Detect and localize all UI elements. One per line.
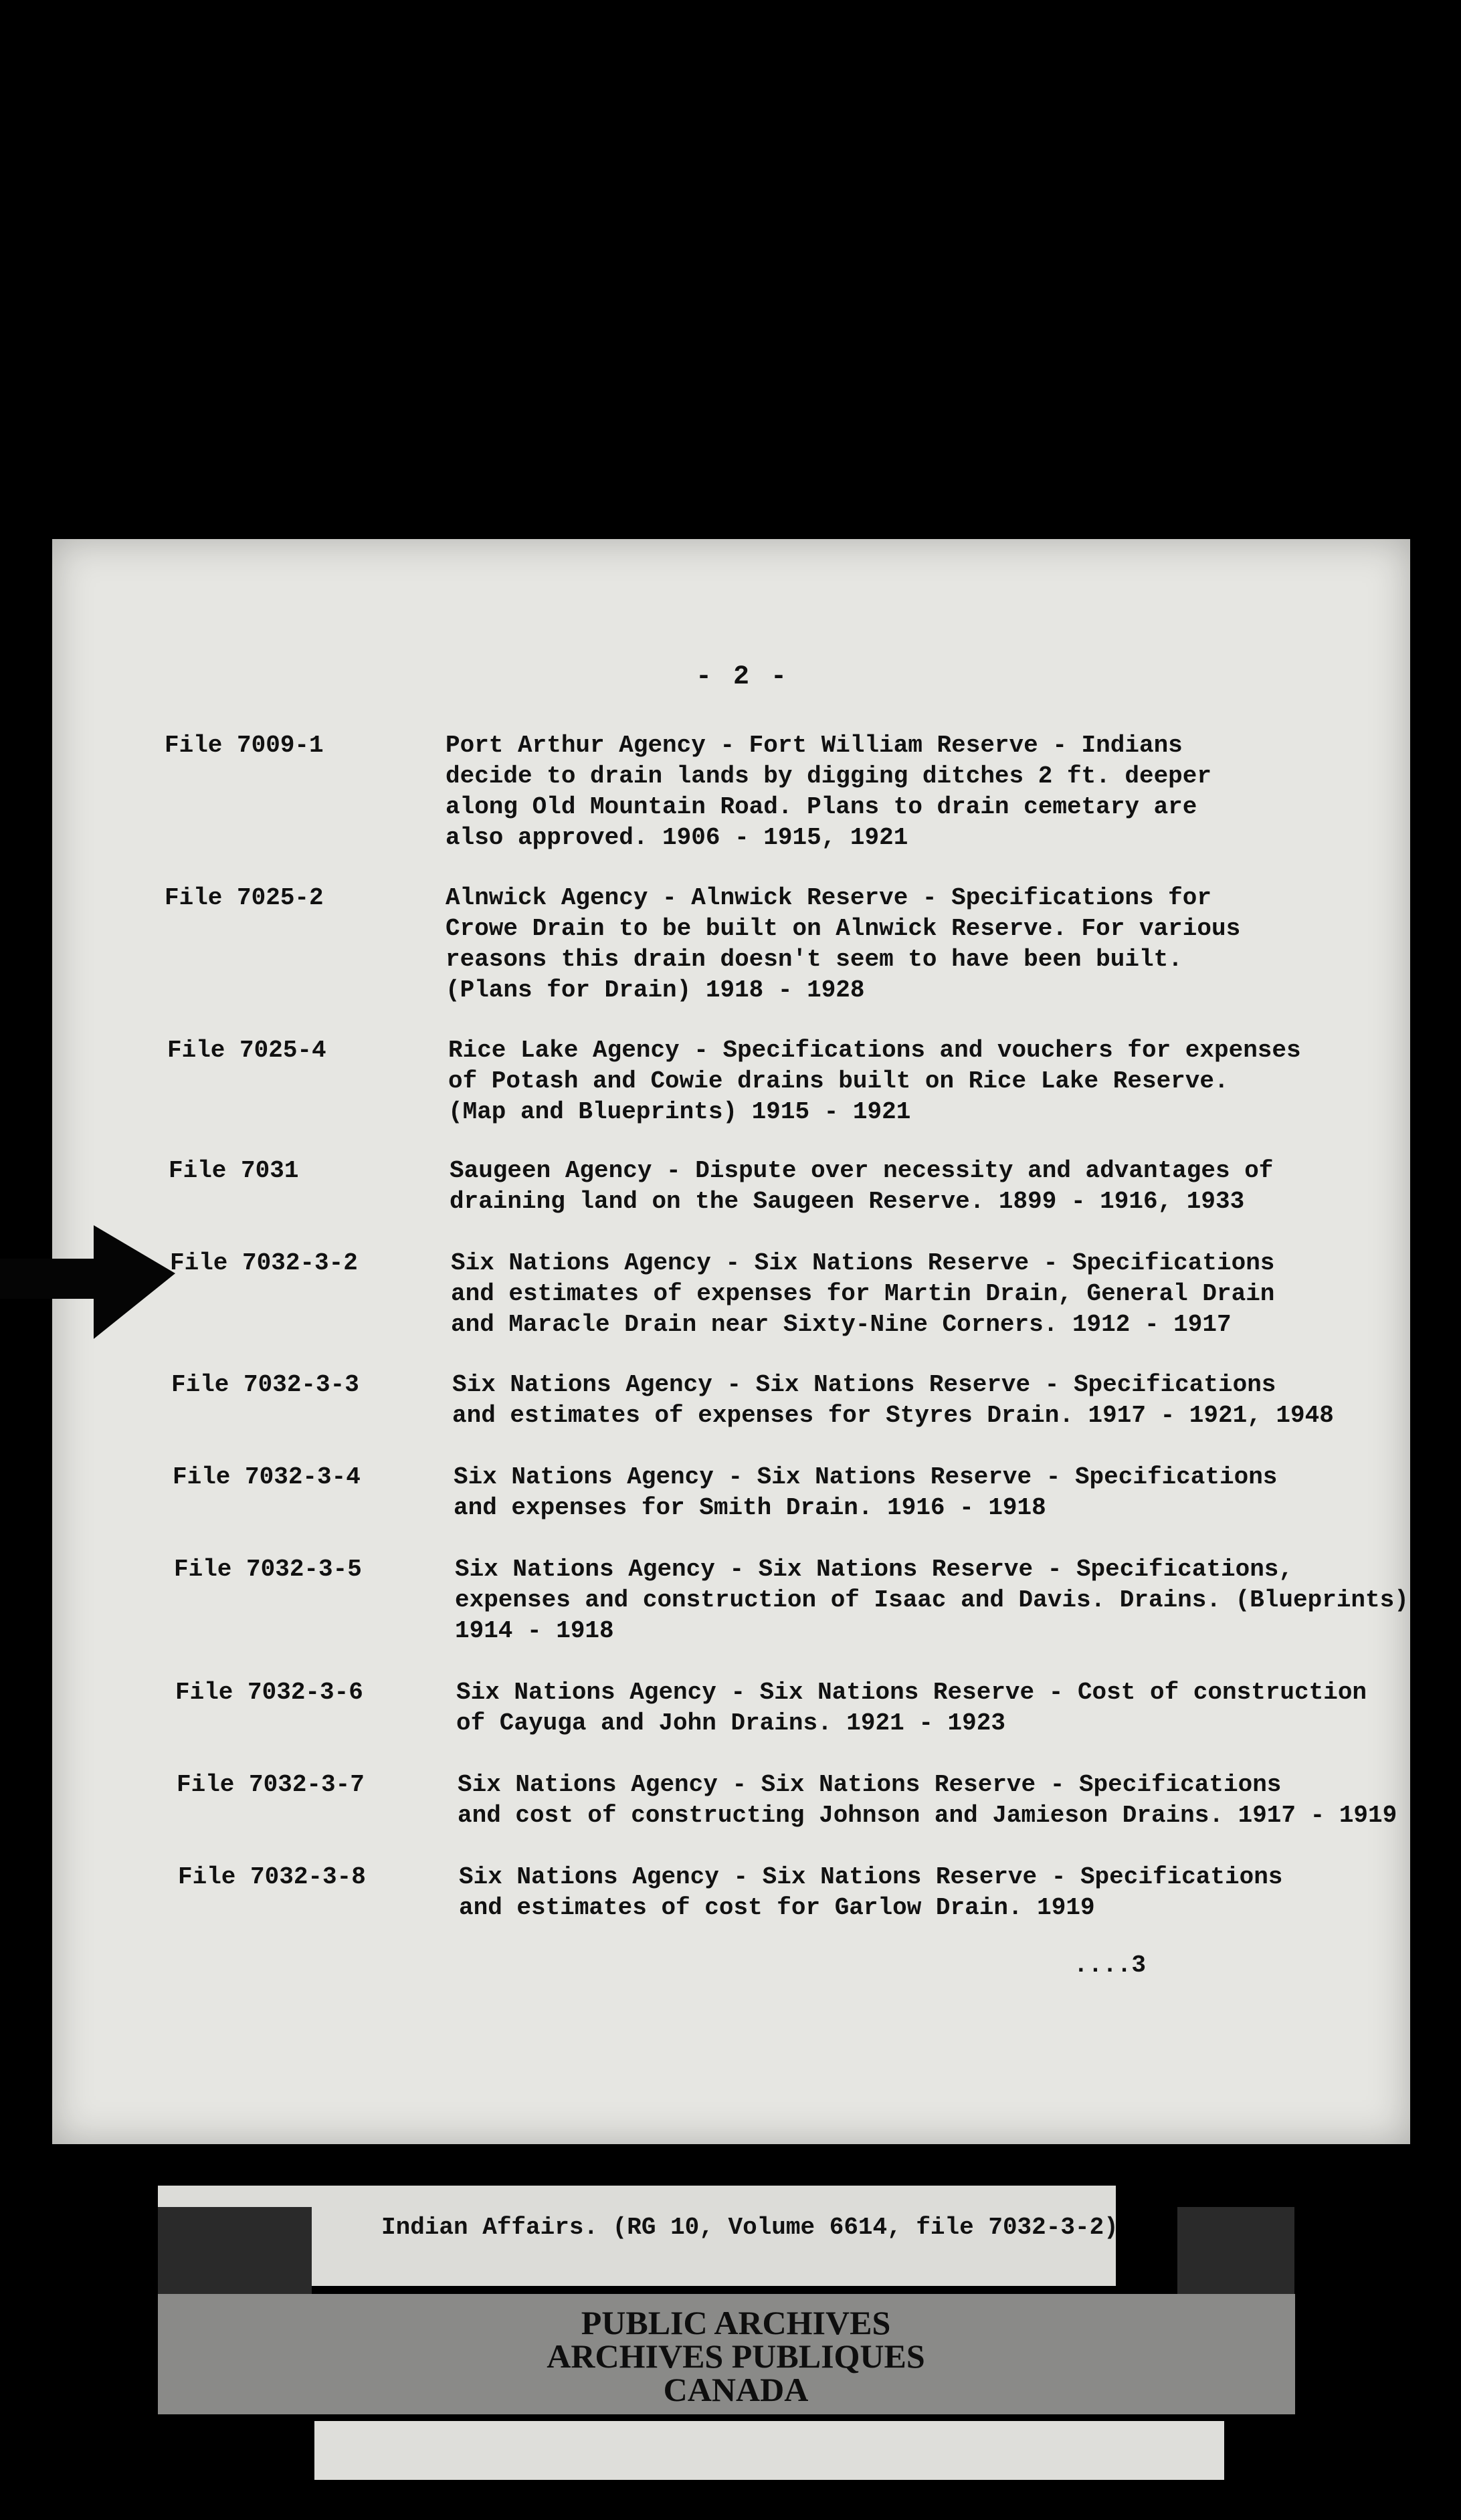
file-description: Six Nations Agency - Six Nations Reserve - Specifications and estimates of expenses for Styres Drain. 1917 - 1921, 1948 — [452, 1371, 1334, 1429]
file-description: Six Nations Agency - Six Nations Reserve - Specifications, expenses and construction of Isaac and Davis. Drains. (Blueprints) 1914 - 1918 — [455, 1556, 1409, 1645]
file-description: Six Nations Agency - Six Nations Reserve - Specifications and estimates of cost for Garlow Drain. 1919 — [459, 1863, 1283, 1921]
file-number: File 7032-3-8 — [178, 1863, 366, 1891]
file-number: File 7032-3-7 — [177, 1771, 365, 1798]
stamp-line: CANADA — [663, 2371, 809, 2408]
file-description: Alnwick Agency - Alnwick Reserve - Specifications for Crowe Drain to be built on Alnwick Reserve. For various reasons this drain doesn't seem to have been built. (Plans for Drain) 1918 - 1928 — [446, 884, 1241, 1004]
file-description: Six Nations Agency - Six Nations Reserve - Cost of construction of Cayuga and John Drains. 1921 - 1923 — [456, 1679, 1367, 1737]
file-description: Rice Lake Agency - Specifications and vouchers for expenses of Potash and Cowie drains built on Rice Lake Reserve. (Map and Blueprints) 1915 - 1921 — [448, 1037, 1301, 1126]
file-description: Six Nations Agency - Six Nations Reserve - Specifications and estimates of expenses for Martin Drain, General Drain and Maracle Drain near Sixty-Nine Corners. 1912 - 1917 — [451, 1249, 1275, 1338]
file-number: File 7009-1 — [165, 732, 324, 759]
film-block — [158, 2207, 312, 2301]
bottom-label-strip — [314, 2421, 1224, 2480]
continuation-marker: ....3 — [1074, 1952, 1147, 1979]
pointer-arrow-icon — [0, 1225, 181, 1339]
file-description: Six Nations Agency - Six Nations Reserve - Specifications and cost of constructing Johnson and Jamieson Drains. 1917 - 1919 — [458, 1771, 1397, 1829]
file-number: File 7031 — [169, 1157, 299, 1184]
file-number: File 7032-3-2 — [170, 1249, 358, 1277]
file-description: Port Arthur Agency - Fort William Reserve - Indians decide to drain lands by digging ditches 2 ft. deeper along Old Mountain Road. Plans to drain cemetary are also approved. 1906 - 1915, 1921 — [446, 732, 1211, 851]
page-number: - 2 - — [696, 662, 790, 692]
file-number: File 7032-3-4 — [173, 1463, 361, 1491]
file-description: Six Nations Agency - Six Nations Reserve - Specifications and expenses for Smith Drain. 1916 - 1918 — [454, 1463, 1278, 1521]
stamp-line: ARCHIVES PUBLIQUES — [547, 2337, 925, 2375]
file-number: File 7032-3-5 — [174, 1556, 362, 1583]
film-block — [1177, 2207, 1294, 2301]
stamp-line: PUBLIC ARCHIVES — [581, 2304, 891, 2341]
file-number: File 7032-3-6 — [175, 1679, 363, 1706]
file-number: File 7025-4 — [167, 1037, 326, 1064]
file-description: Saugeen Agency - Dispute over necessity and advantages of draining land on the Saugeen Reserve. 1899 - 1916, 1933 — [450, 1157, 1274, 1215]
file-number: File 7032-3-3 — [171, 1371, 359, 1398]
archive-reference: Indian Affairs. (RG 10, Volume 6614, file 7032-3-2) — [381, 2214, 1118, 2241]
archive-stamp — [468, 2306, 1003, 2406]
file-number: File 7025-2 — [165, 884, 324, 912]
